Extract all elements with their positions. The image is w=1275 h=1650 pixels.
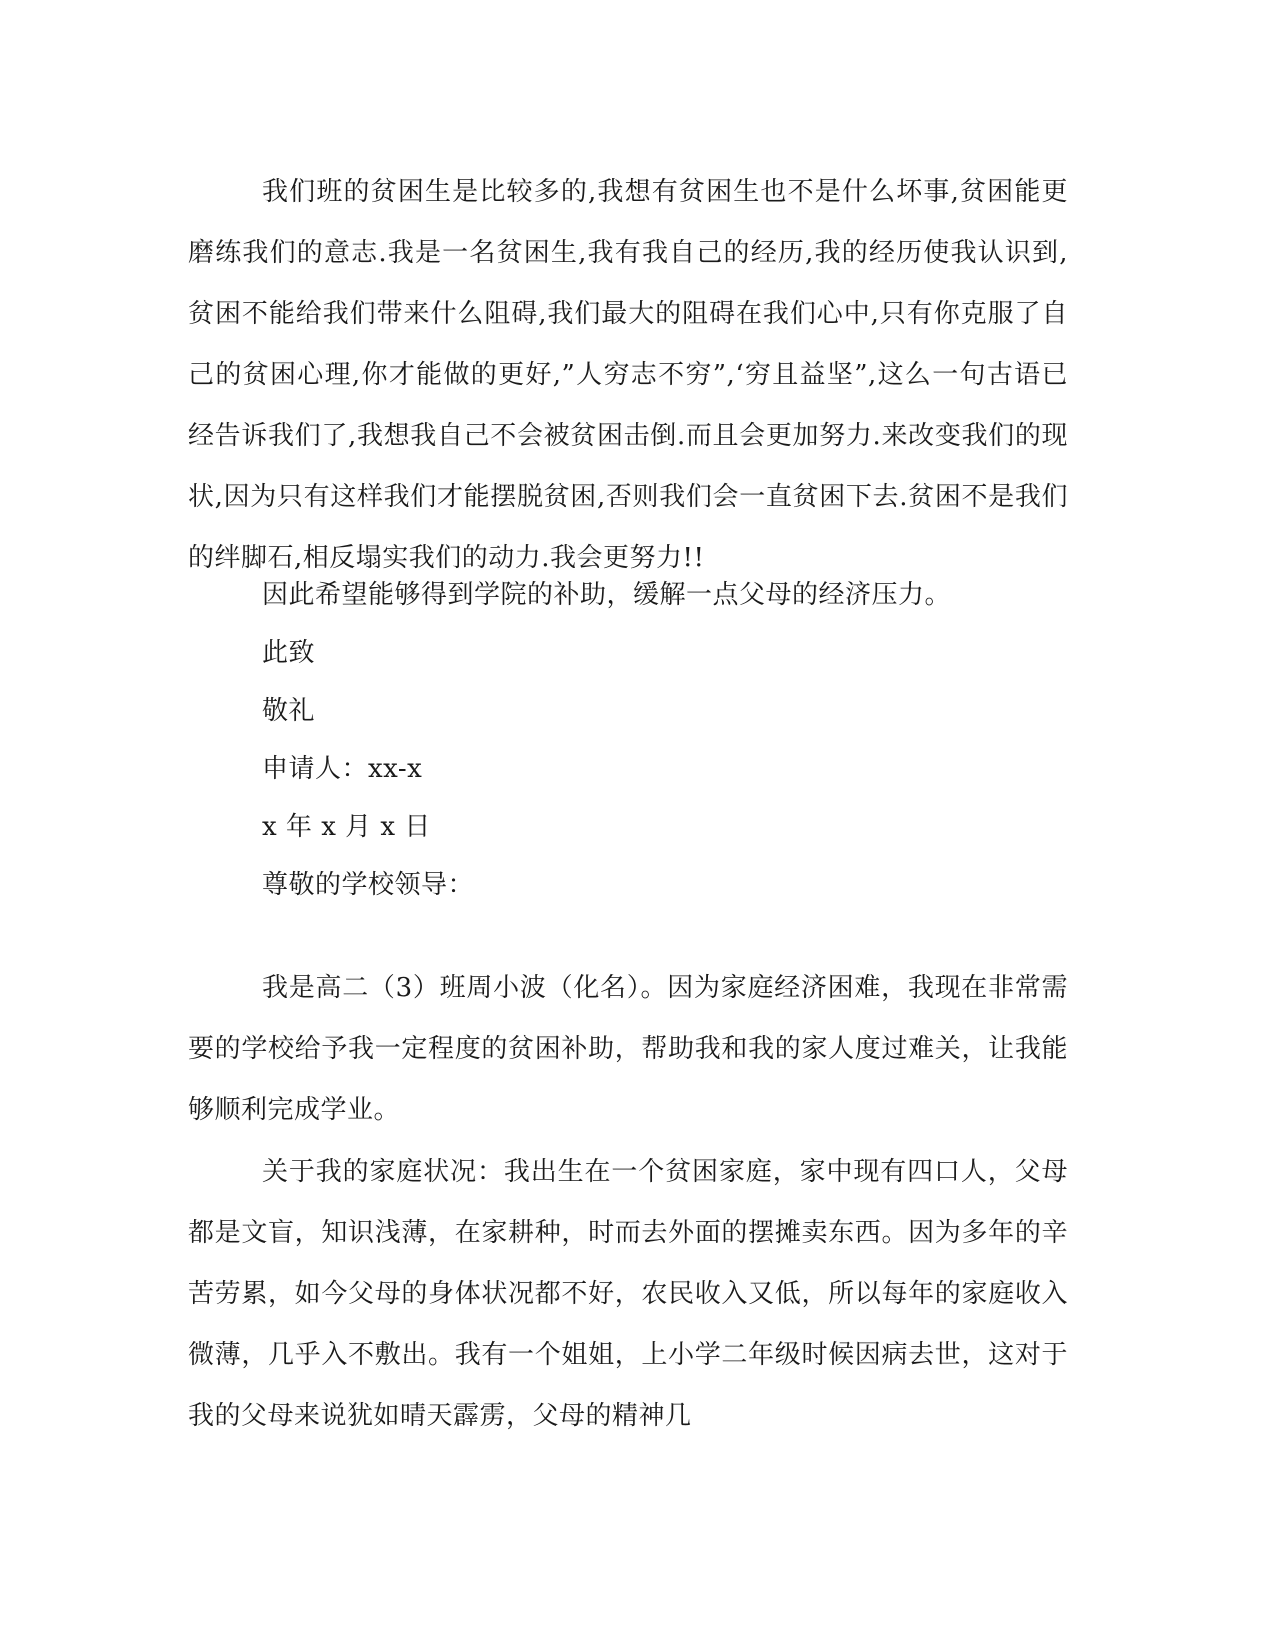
hope-line: 因此希望能够得到学院的补助，缓解一点父母的经济压力。 xyxy=(262,580,952,610)
closing-jingli: 敬礼 xyxy=(262,696,316,726)
applicant-signature-line: 申请人：xx-x xyxy=(262,754,423,784)
body-paragraph-family-situation: 关于我的家庭状况：我出生在一个贫困家庭，家中现有四口人，父母都是文盲，知识浅薄，在家耕种，时而去外面的摆摊卖东西。因为多年的辛苦劳累，如今父母的身体状况都不好，农民收入又低，所以每年的家庭收入微薄，几乎入不敷出。我有一个姐姐，上小学二年级时候因病去世，这对于我的父母来说犹如晴天霹雳，父母的精神几 xyxy=(188,1157,1068,1431)
closing-cizhi: 此致 xyxy=(262,638,316,668)
salutation-line: 尊敬的学校领导： xyxy=(262,870,475,900)
body-paragraph-introduction: 我是高二（3）班周小波（化名）。因为家庭经济困难，我现在非常需要的学校给予我一定程度的贫困补助，帮助我和我的家人度过难关，让我能够顺利完成学业。 xyxy=(188,973,1068,1125)
body-paragraph-poverty-reflection: 我们班的贫困生是比较多的,我想有贫困生也不是什么坏事,贫困能更磨练我们的意志.我是一名贫困生,我有我自己的经历,我的经历使我认识到,贫困不能给我们带来什么阻碍,我们最大的阻碍在我们心中,只有你克服了自己的贫困心理,你才能做的更好,”人穷志不穷”,‘穷且益坚”,这么一句古语已经告诉我们了,我想我自己不会被贫困击倒.而且会更加努力.来改变我们的现状,因为只有这样我们才能摆脱贫困,否则我们会一直贫困下去.贫困不是我们的绊脚石,相反塌实我们的动力.我会更努力!! xyxy=(188,177,1068,573)
date-line: x 年 x 月 x 日 xyxy=(262,812,431,842)
